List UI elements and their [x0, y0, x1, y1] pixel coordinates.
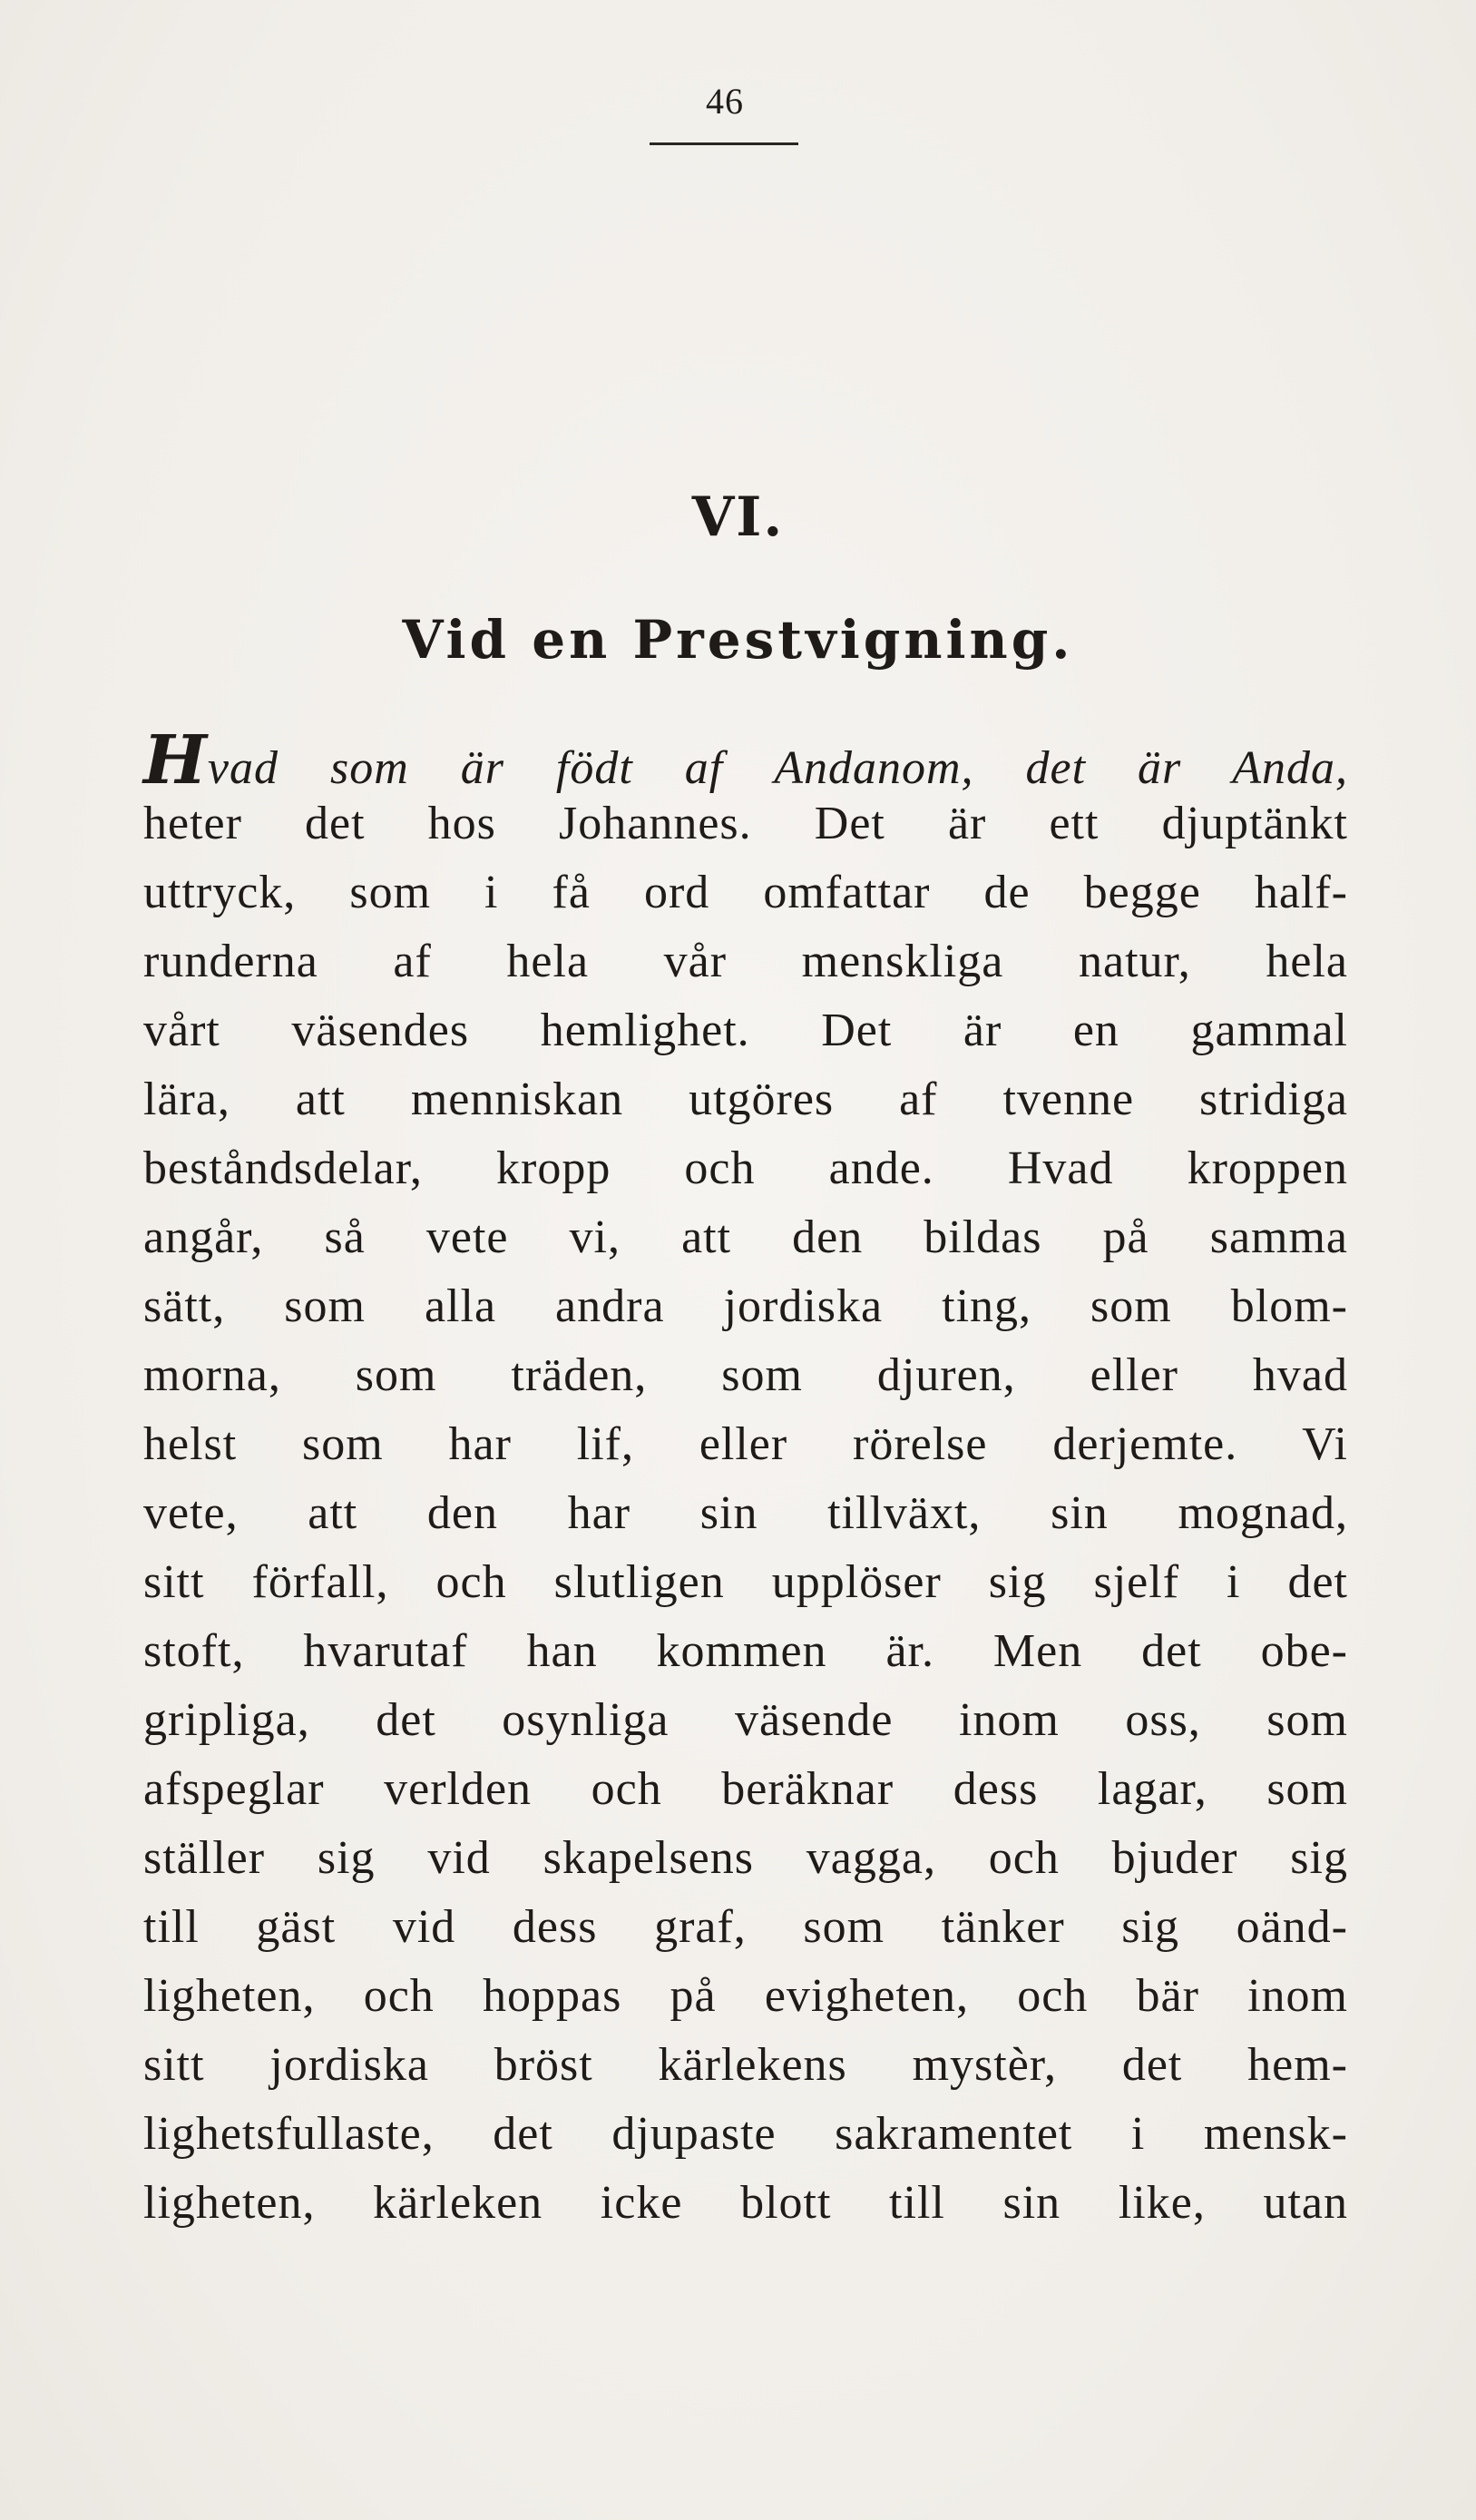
- text-line: lära, att menniskan utgöres af tvenne stridiga: [143, 1074, 1348, 1125]
- opening-quote: vad som är födt af Andanom, det är Anda,: [207, 742, 1348, 794]
- text-line: ställer sig vid skapelsens vagga, och bjuder sig: [143, 1832, 1348, 1884]
- page-number: 46: [706, 81, 744, 122]
- text-line: till gäst vid dess graf, som tänker sig oänd-: [143, 1901, 1348, 1953]
- text-line: ligheten, och hoppas på evigheten, och bär inom: [143, 1970, 1348, 2022]
- text-line: sätt, som alla andra jordiska ting, som blom-: [143, 1280, 1348, 1332]
- page-number-rule: [650, 142, 798, 145]
- text-line: gripliga, det osynliga väsende inom oss, som: [143, 1694, 1348, 1746]
- text-line: stoft, hvarutaf han kommen är. Men det obe-: [143, 1625, 1348, 1677]
- chapter-title: Vid en Prestvigning.: [402, 609, 1074, 671]
- text-line: sitt förfall, och slutligen upplöser sig sjelf i det: [143, 1556, 1348, 1608]
- text-line: vårt väsendes hemlighet. Det är en gammal: [143, 1005, 1348, 1056]
- text-line: afspeglar verlden och beräknar dess lagar, som: [143, 1763, 1348, 1815]
- text-line: beståndsdelar, kropp och ande. Hvad kroppen: [143, 1142, 1348, 1194]
- text-line: lighetsfullaste, det djupaste sakramentet i mensk-: [143, 2108, 1348, 2160]
- text-line: vete, att den har sin tillväxt, sin mognad,: [143, 1487, 1348, 1539]
- text-line: runderna af hela vår menskliga natur, hela: [143, 936, 1348, 987]
- text-line: angår, så vete vi, att den bildas på samma: [143, 1211, 1348, 1263]
- text-line-1: [143, 721, 1348, 799]
- drop-cap: H: [143, 721, 208, 799]
- text-line: heter det hos Johannes. Det är ett djuptänkt: [143, 798, 1348, 849]
- text-line: helst som har lif, eller rörelse derjemte. Vi: [143, 1418, 1348, 1470]
- text-line: morna, som träden, som djuren, eller hvad: [143, 1349, 1348, 1401]
- text-line: uttryck, som i få ord omfattar de begge half-: [143, 867, 1348, 918]
- text-line: ligheten, kärleken icke blott till sin like, utan: [143, 2177, 1348, 2229]
- text-line: sitt jordiska bröst kärlekens mystèr, det hem-: [143, 2039, 1348, 2091]
- chapter-numeral: VI.: [691, 485, 785, 549]
